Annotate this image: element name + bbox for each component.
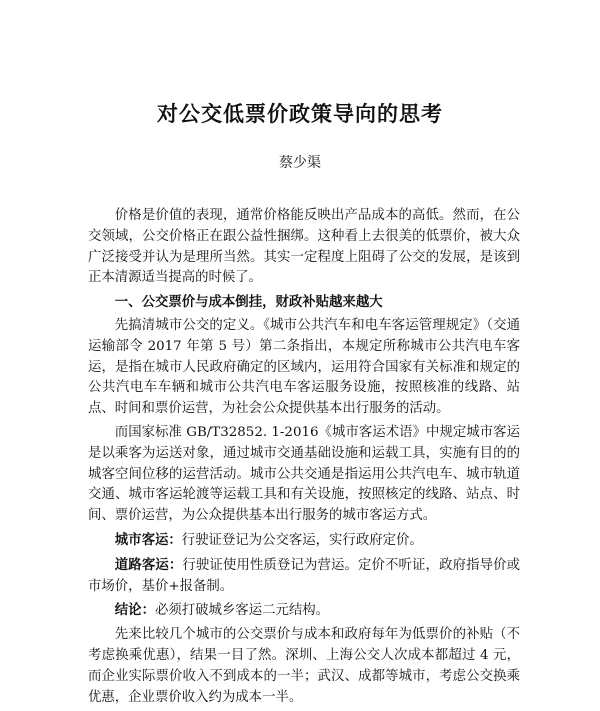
intro-paragraph: 价格是价值的表现，通常价格能反映出产品成本的高低。然而，在公交领域，公交价格正在跟公益性捆绑。这种看上去很美的低票价，被大众广泛接受并认为是理所当然。其实一定程度上阻碍了公交的发展，是该到正本清源适当提高的时候了。 (88, 208, 520, 286)
article-body (88, 206, 520, 711)
comparison-paragraph: 先来比较几个城市的公交票价与成本和政府每年为低票价的补贴（不考虑换乘优惠），结果一目了然。深圳、上海公交人次成本都超过 4 元，而企业实际票价收入不到成本的一半；武汉、成都等城市，考虑公交换乘优惠，企业票价收入约为成本一半。 (88, 627, 520, 705)
conclusion-text: 必须打破城乡客运二元结构。 (154, 603, 330, 619)
definition-paragraph: 先搞清城市公交的定义。《城市公共汽车和电车客运管理规定》（交通运输部令 2017 年第 5 号）第二条指出，本规定所称城市公共汽电车客运，是指在城市人民政府确定的区域内，运用符合国家有关标准和规定的公共汽电车车辆和城市公共汽电车客运服务设施，按照核准的线路、站点、时间和票价运营，为社会公众提供基本出行服务的活动。 (88, 317, 520, 417)
road-transport-text: 行驶证使用性质登记为营运。定价不听证，政府指导价或市场价，基价+报备制。 (88, 557, 521, 594)
urban-transport-paragraph (88, 530, 520, 552)
conclusion-paragraph (88, 600, 520, 622)
standard-paragraph: 而国家标准 GB/T32852. 1-2016《城市客运术语》中规定城市客运是以乘客为运送对象，通过城市交通基础设施和运载工具，实施有目的的城客空间位移的运营活动。城市公共交通是指运用公共汽电车、城市轨道交通、城市客运轮渡等运载工具和有关设施，按照核定的线路、站点、时间、票价运营，为公众提供基本出行服务的城市客运方式。 (88, 424, 520, 524)
conclusion-label: 结论： (114, 602, 155, 619)
article-title: 对公交低票价政策导向的思考 (157, 101, 443, 126)
urban-transport-text: 行驶证登记为公交客运，实行政府定价。 (181, 532, 423, 548)
article-author: 蔡少渠 (279, 155, 321, 171)
urban-transport-label: 城市客运： (114, 531, 182, 548)
road-transport-label: 道路客运： (114, 556, 183, 573)
road-transport-paragraph (88, 555, 520, 598)
section-heading: 一、公交票价与成本倒挂，财政补贴越来越大 (114, 294, 383, 311)
